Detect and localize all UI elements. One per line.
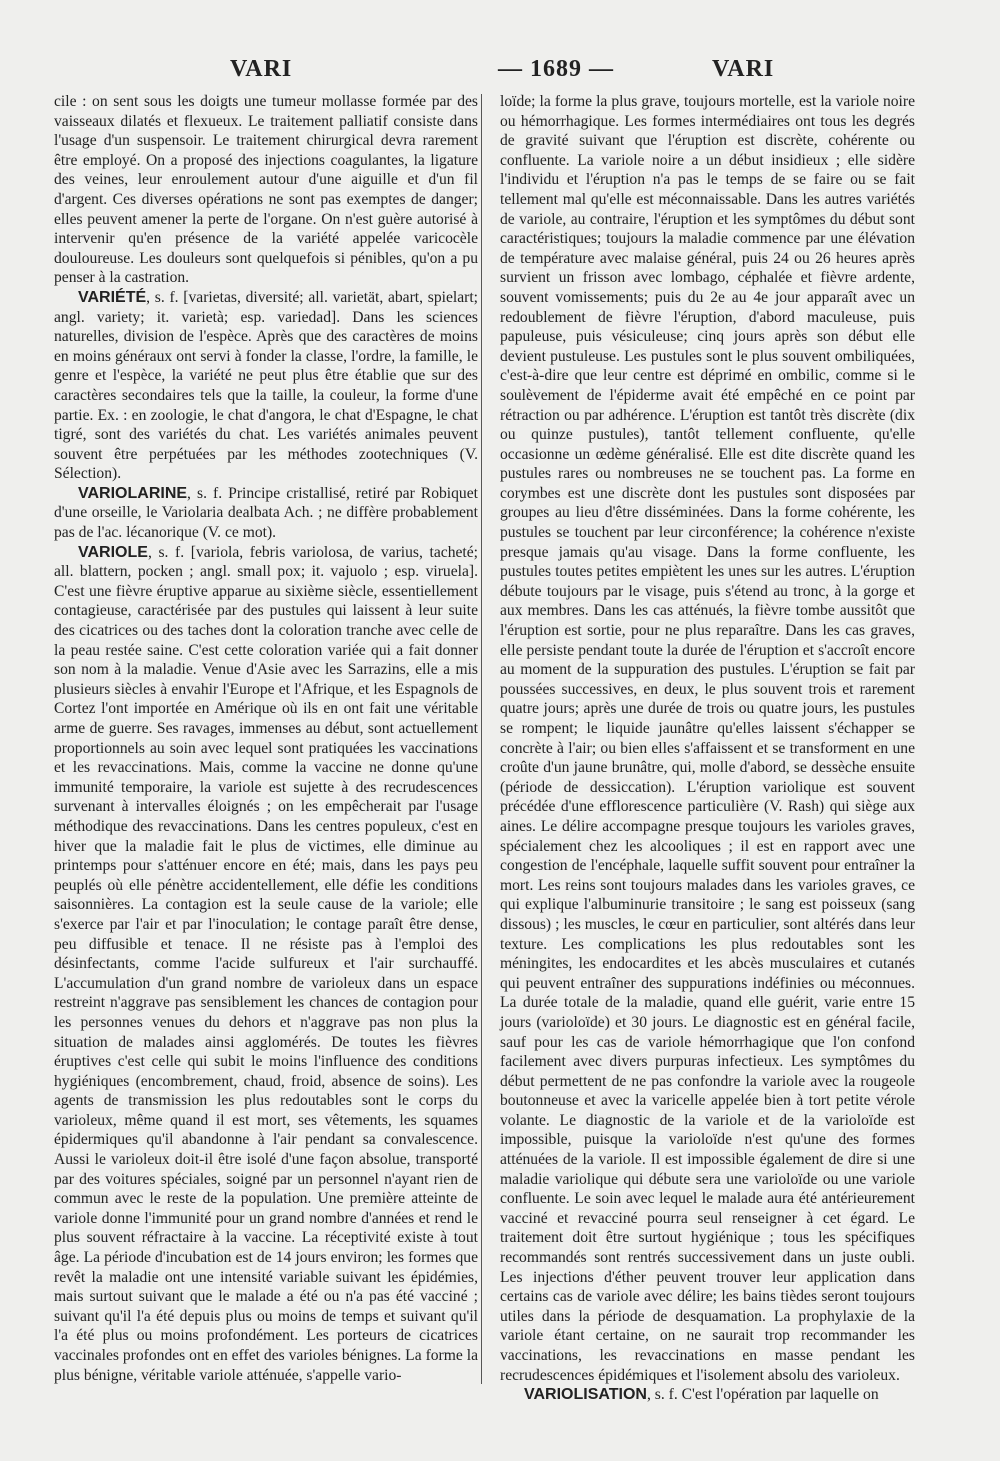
entry-variete <box>54 288 478 484</box>
paragraph-variole-continuation: loïde; la forme la plus grave, toujours mortelle, est la variole noire ou hémorrhagique. Les formes intermédiaires ont tous les degrés de gravité suivant que l'éruption est discrète, cohérente ou confluente. La variole noire a un début insidieux ; elle sidère l'individu et l'éruption n'a pas le temps de se faire ou se fait tellement mal qu'elle est méconnaissable. Dans les autres variétés de variole, au contraire, l'éruption et les symptômes du début sont caractéristiques; toujours la maladie commence par une élévation de température avec malaise général, puis 24 ou 26 heures après survient un frisson avec lombago, céphalée et fièvre ardente, souvent vomissements; puis du 2e au 4e jour apparaît avec un redoublement de fièvre l'éruption, d'abord maculeuse, puis papuleuse, puis vésiculeuse; cinq jours après son début elle devient pustuleuse. Les pustules sont le plus souvent ombiliquées, c'est-à-dire que leur centre est déprimé en ombilic, comme si le soulèvement de l'épiderme avait été empêché en ce point par rétraction ou par adhérence. L'éruption est tantôt très discrète (dix ou quinze pustules), tantôt tellement confluente, qu'elle occasionne un œdème généralisé. Elle est dite discrète quand les pustules rares ou nombreuses ne se touchent pas. La forme en corymbes est une discrète dont les pustules sont disposées par groupes au lieu d'être disséminées. Dans la forme cohérente, les pustules se touchent par leur circonférence; la cohérence n'existe presque jamais qu'au visage. Dans la forme confluente, les pustules toutes petites empiètent les unes sur les autres. L'éruption débute toujours par le visage, puis s'étend au tronc, à la gorge et aux membres. Dans les cas atténués, la fièvre tombe aussitôt que l'éruption est sortie, pour ne plus reparaître. Dans les cas graves, elle persiste pendant toute la durée de l'éruption et s'accroît encore au moment de la suppuration des pustules. L'éruption se fait par poussées successives, en deux, le plus souvent trois et rarement quatre jours; après une durée de trois ou quatre jours, les pustules se rompent; le liquide jaunâtre qu'elles laissent s'échapper se concrète à l'air; ou bien elles s'affaissent et se transforment en une croûte d'un jaune brunâtre, qui, molle d'abord, se dessèche ensuite (période de dessiccation). L'éruption variolique est souvent précédée d'une efflorescence particulière (V. Rash) qui siège aux aines. Le délire accompagne presque toujours les varioles graves, spécialement chez les alcooliques ; il est en rapport avec une congestion de l'encéphale, laquelle suffit souvent pour entraîner la mort. Les reins sont toujours malades dans les varioles graves, ce qui explique l'albuminurie transitoire ; le sang est poisseux (sang dissous) ; les muscles, le cœur en particulier, sont altérés dans leur texture. Les complications les plus redoutables sont les méningites, les endocardites et les abcès musculaires et cutanés qui peuvent entraîner des suppurations indéfinies ou méconnues. La durée totale de la maladie, quand elle guérit, varie entre 15 jours (varioloïde) et 30 jours. Le diagnostic est en général facile, sauf pour les cas de variole hémorrhagique que l'on confond facilement avec divers purpuras infectieux. Les symptômes du début permettent de ne pas confondre la variole avec la rougeole boutonneuse et avec la varicelle appelée bien à tort petite vérole volante. Le diagnostic de la variole et de la varioloïde est impossible, puisque la varioloïde n'est qu'une des formes atténuées de la variole. Il est impossible également de dire si une maladie variolique qui débute sera une varioloïde ou une variole confluente. Le soin avec lequel le malade aura été antérieurement vacciné et revacciné pourra seul renseigner à cet égard. Le traitement doit être surtout hygiénique ; tous les spécifiques recommandés sont rentrés successivement dans un juste oubli. Les injections d'éther peuvent trouver leur application dans certains cas de variole avec délire; les bains tièdes seront toujours utiles dans la période de desquamation. La prophylaxie de la variole étant certaine, on ne saurait trop recommander les vaccinations, les revaccinations en masse pendant les recrudescences épidémiques et l'isolement absolu des varioleux. <box>500 93 915 1384</box>
entry-variole <box>54 543 478 1386</box>
headword-variolisation: VARIOLISATION <box>524 1386 647 1404</box>
page-number: — 1689 — <box>498 56 614 82</box>
header-left-guide-word: VARI <box>230 56 293 82</box>
entry-text-variolarine: , s. f. Principe cristallisé, retiré par Robiquet d'une orseille, le Variolaria dealbata Ach. ; ne diffère probablement pas de l'ac. lécanorique (V. ce mot). <box>54 484 478 542</box>
headword-variolarine: VARIOLARINE <box>78 484 188 502</box>
left-column <box>54 92 478 1385</box>
entry-text-variole: , s. f. [variola, febris variolosa, de varius, tacheté; all. blattern, pocken ; angl. small pox; it. vajuolo ; esp. viruela]. C'est une fièvre éruptive apparue au sixième siècle, essentiellement contagieuse, caractérisée par des pustules qui laissent à leur suite des cicatrices ou des taches dont la coloration tranche avec celle de la peau restée saine. C'est cette coloration variée qui a fait donner son nom à la maladie. Venue d'Asie avec les Sarrazins, elle a mis plusieurs siècles à envahir l'Europe et l'Afrique, et les Espagnols de Cortez l'ont importée en Amérique où ils en ont fait une véritable arme de guerre. Ses ravages, immenses au début, sont actuellement proportionnels au soin avec lequel sont pratiquées les vaccinations et les revaccinations. Mais, comme la vaccine ne donne qu'une immunité temporaire, la variole est sujette à des recrudescences survenant à intervalles éloignés ; on les empêcherait par l'usage méthodique des revaccinations. Dans les centres populeux, c'est en hiver que la maladie fait le plus de victimes, elle diminue au printemps pour s'atténuer encore en été; mais, dans les pays peu peuplés où elle pénètre accidentellement, elle défie les conditions saisonnières. La contagion est la seule cause de la variole; elle s'exerce par l'air et par l'inoculation; le contagе paraît être dense, peu diffusible et tenace. Il ne résiste pas à l'emploi des désinfectants, comme l'acide sulfureux et l'air surchauffé. L'accumulation d'un grand nombre de varioleux dans un espace restreint n'aggrave pas sensiblement les chances de contagion pour les personnes venues du dehors et n'aggrave pas non plus la situation de malades ainsi agglomérés. De toutes les fièvres éruptives c'est celle qui subit le moins l'influence des conditions hygiéniques (encombrement, chaud, froid, absence de soins). Les agents de transmission les plus redoutables sont le corps du varioleux, même quand il est mort, ses vêtements, les squames épidermiques qu'il abandonne à l'air pendant sa convalescence. Aussi le varioleux doit-il être isolé d'une façon absolue, transporté par des voitures spéciales, soigné par un personnel n'ayant rien de commun avec le reste de la population. Une première atteinte de variole donne l'immunité pour un grand nombre d'années et rend le plus souvent réfractaire à la vaccine. La réceptivité existe à tout âge. La période d'incubation est de 14 jours environ; les formes que revêt la maladie ont une intensité variable suivant les épidémies, mais surtout suivant que le malade a été ou n'a pas été vacciné ; suivant qu'il l'a été depuis plus ou moins de temps et suivant qu'il l'a été plus ou moins profondément. Les porteurs de cicatrices vaccinales profondes ont en effet des varioles bénignes. La forme la plus bénigne, véritable variole atténuée, s'appelle vario- <box>54 543 478 1384</box>
header-right-guide-word: VARI <box>712 56 775 82</box>
headword-variole: VARIOLE <box>78 543 148 561</box>
entry-text-variolisation: , s. f. C'est l'opération par laquelle on <box>646 1386 879 1404</box>
headword-variete: VARIÉTÉ <box>78 288 147 306</box>
running-header <box>48 56 948 88</box>
right-column <box>500 92 915 1405</box>
column-divider <box>481 94 482 1384</box>
paragraph-varicocele-continuation: cile : on sent sous les doigts une tumeur mollasse formée par des vaisseaux dilatés et flexueux. Le traitement palliatif consiste dans l'usage d'un suspensoir. Le traitement chirurgical devra rarement être employé. On a proposé des injections coagulantes, la ligature des veines, leur enroulement autour d'une aiguille et d'un fil d'argent. Ces diverses opérations ne sont pas exemptes de danger; elles peuvent amener la perte de l'organe. On n'est guère autorisé à intervenir qu'en présence de la variété appelée varicocèle douloureuse. Les douleurs sont quelquefois si pénibles, qu'on a pu penser à la castration. <box>54 93 478 287</box>
entry-text-variete: , s. f. [varietas, diversité; all. varietät, abart, spielart; angl. variety; it. varietà; esp. variedad]. Dans les sciences naturelles, division de l'espèce. Après que des caractères de moins en moins généraux ont servi à fonder la classe, l'ordre, la famille, le genre et l'espèce, la variété ne peut plus être établie que sur des caractères secondaires tels que la taille, la couleur, la forme d'une partie. Ex. : en zoologie, le chat d'angora, le chat d'Espagne, le chat tigré, sont des variétés du chat. Les variétés animales peuvent souvent être perpétuées par les méthodes zootechniques (V. Sélection). <box>54 288 478 483</box>
entry-variolisation <box>500 1385 915 1405</box>
entry-variolarine <box>54 484 478 543</box>
